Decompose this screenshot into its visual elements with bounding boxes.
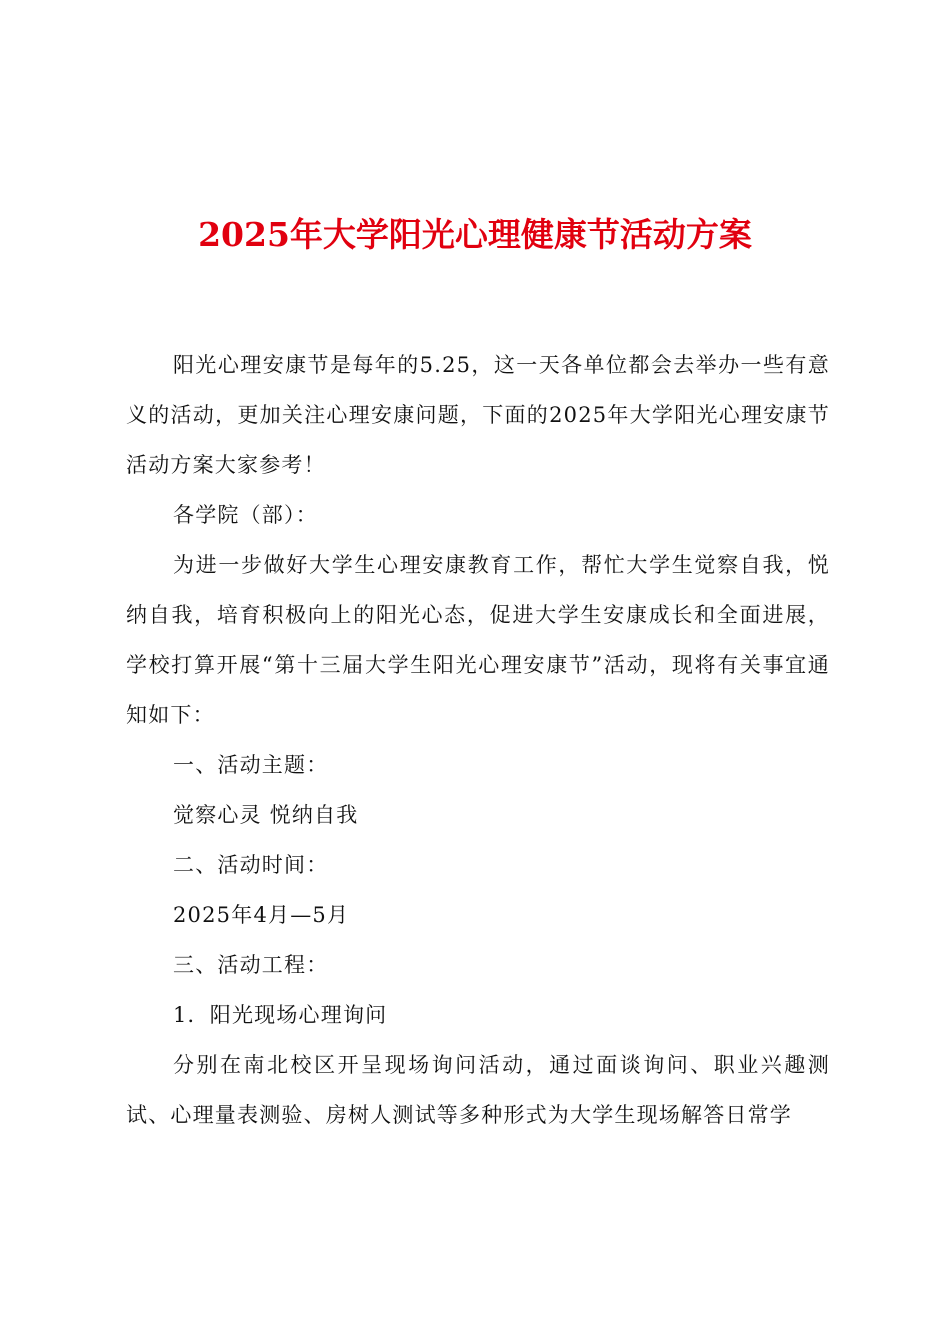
notice-paragraph: 为进一步做好大学生心理安康教育工作，帮忙大学生觉察自我，悦纳自我，培育积极向上的阳光心态，促进大学生安康成长和全面进展，学校打算开展“第十三届大学生阳光心理安康节”活动，现将有关事宜通知如下： xyxy=(126,553,830,727)
document-title: 2025年大学阳光心理健康节活动方案 xyxy=(198,215,752,254)
item-heading-1: 1．阳光现场心理询问 xyxy=(173,1003,388,1027)
section-heading-items: 三、活动工程： xyxy=(173,953,329,977)
time-text: 2025年4月—5月 xyxy=(173,903,350,927)
intro-paragraph: 阳光心理安康节是每年的5.25，这一天各单位都会去举办一些有意义的活动，更加关注心理安康问题，下面的2025年大学阳光心理安康节活动方案大家参考！ xyxy=(126,353,830,477)
salutation-paragraph: 各学院（部）： xyxy=(173,503,318,527)
section-heading-theme: 一、活动主题： xyxy=(173,753,329,777)
section-heading-time: 二、活动时间： xyxy=(173,853,329,877)
theme-text: 觉察心灵 悦纳自我 xyxy=(173,803,359,827)
item-description-1: 分别在南北校区开呈现场询问活动，通过面谈询问、职业兴趣测试、心理量表测验、房树人测试等多种形式为大学生现场解答日常学 xyxy=(126,1053,830,1127)
document-body xyxy=(126,340,830,1140)
